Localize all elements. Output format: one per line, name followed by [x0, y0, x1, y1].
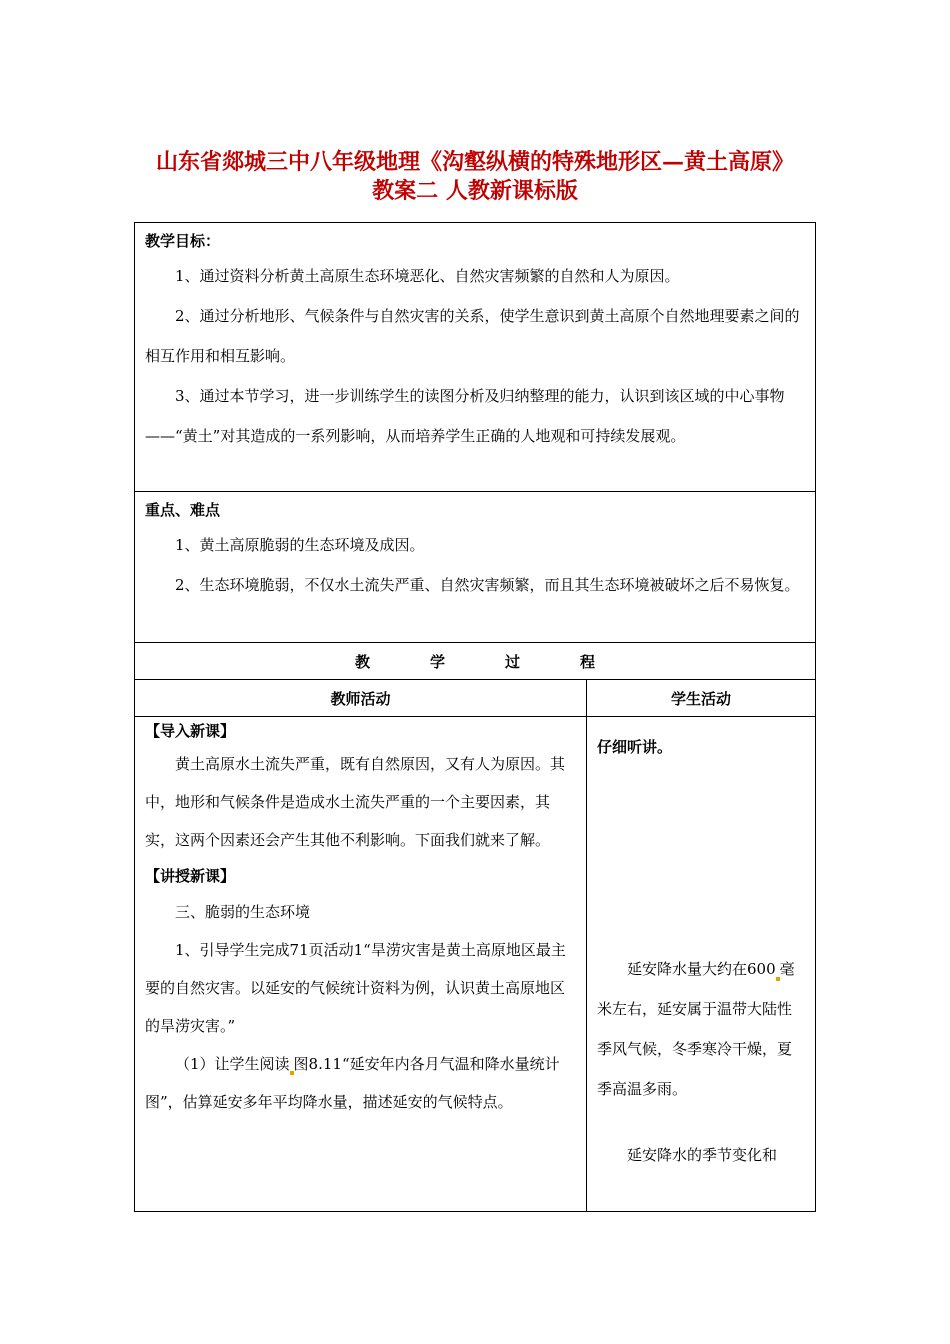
- objectives-heading: 教学目标：: [145, 232, 221, 250]
- intro-tag: 【导入新课】: [145, 722, 236, 740]
- activity-content-row: [135, 717, 816, 1212]
- student-answer-1-part2: 毫米左右，延安属于温带大陆性季风气候，冬季寒冷干燥，夏季高温多雨。: [597, 960, 795, 1098]
- teacher-activity-header: 教师活动: [330, 689, 391, 708]
- objectives-row: [135, 223, 816, 492]
- section-title: 三、脆弱的生态环境: [175, 903, 311, 921]
- keypoint-item: 2、生态环境脆弱，不仅水土流失严重、自然灾害频繁，而且其生态环境被破坏之后不易恢复。: [175, 576, 800, 594]
- objective-item: 2、通过分析地形、气候条件与自然灾害的关系，使学生意识到黄土高原个自然地理要素之间的相互作用和相互影响。: [145, 307, 800, 365]
- lesson-table: [134, 222, 816, 1212]
- student-answer-1-part1: 延安降水量大约在600: [627, 960, 776, 978]
- process-heading: 教学过程: [355, 652, 656, 671]
- page-title-line2: 教案二 人教新课标版: [372, 178, 578, 204]
- student-activity-header: 学生活动: [671, 689, 732, 708]
- step-1a-part2: 图8.11“延安年内各月气温和降水量统计图”，估算延安多年平均降水量，描述延安的气候特点。: [145, 1055, 560, 1111]
- step-1: 1、引导学生完成71页活动1“旱涝灾害是黄土高原地区最主要的自然灾害。以延安的气候统计资料为例，认识黄土高原地区的旱涝灾害。”: [145, 941, 566, 1035]
- student-answer-1: [597, 949, 805, 1109]
- activity-header-row: [135, 680, 816, 717]
- keypoints-row: [135, 492, 816, 643]
- lecture-tag: 【讲授新课】: [145, 867, 236, 885]
- objective-item: 3、通过本节学习，进一步训练学生的读图分析及归纳整理的能力，认识到该区域的中心事物——“黄土”对其造成的一系列影响，从而培养学生正确的人地观和可持续发展观。: [145, 387, 785, 445]
- step-1a-part1: （1）让学生阅读: [175, 1055, 290, 1073]
- student-listen: 仔细听讲。: [597, 738, 673, 756]
- keypoint-item: 1、黄土高原脆弱的生态环境及成因。: [175, 536, 425, 554]
- intro-text: 黄土高原水土流失严重，既有自然原因，又有人为原因。其中，地形和气候条件是造成水土流失严重的一个主要因素，其实，这两个因素还会产生其他不利影响。下面我们就来了解。: [145, 755, 566, 849]
- process-row: [135, 643, 816, 680]
- objective-item: 1、通过资料分析黄土高原生态环境恶化、自然灾害频繁的自然和人为原因。: [175, 267, 680, 285]
- page-title-line1: 山东省郯城三中八年级地理《沟壑纵横的特殊地形区—黄土高原》: [155, 149, 794, 175]
- keypoints-heading: 重点、难点: [145, 501, 221, 519]
- step-1a: [145, 1045, 576, 1121]
- student-answer-2: 延安降水的季节变化和: [627, 1146, 778, 1164]
